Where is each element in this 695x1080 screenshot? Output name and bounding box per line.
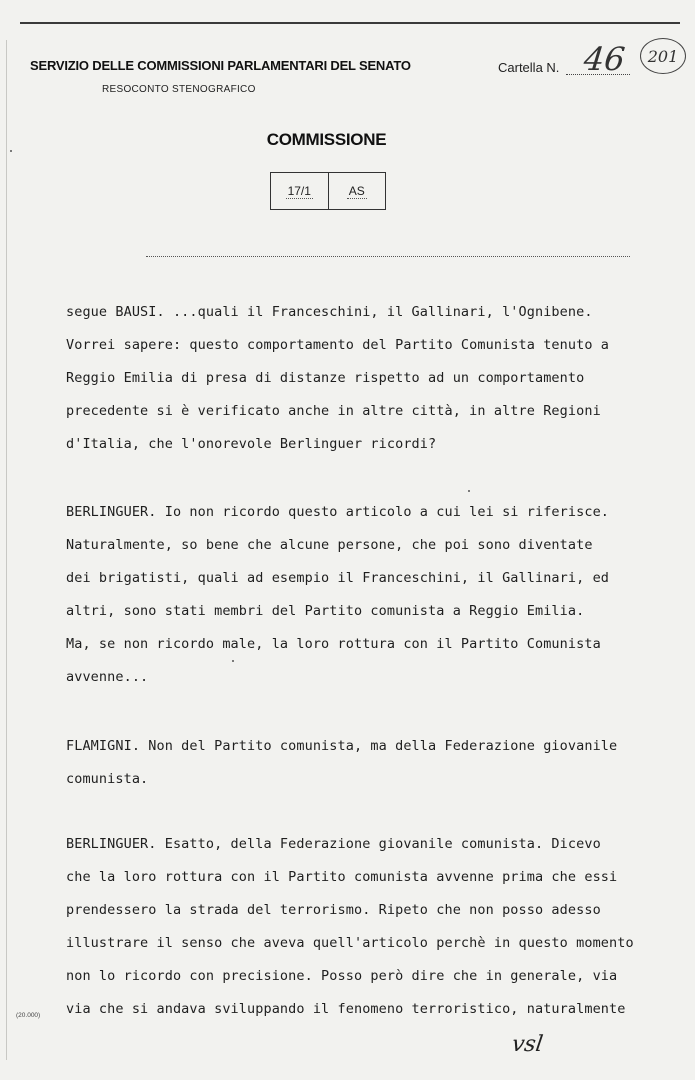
text-line: avvenne... [66, 669, 149, 685]
text-line: altri, sono stati membri del Partito comunista a Reggio Emilia. [66, 603, 585, 619]
text-line: Vorrei sapere: questo comportamento del Partito Comunista tenuto a [66, 337, 610, 353]
text-line: via che si andava sviluppando il fenomeno terroristico, naturalmente [66, 1001, 626, 1017]
cartella-number: 46 [582, 40, 627, 78]
text-line: non lo ricordo con precisione. Posso però dire che in generale, via [66, 968, 618, 984]
text-line: BERLINGUER. Esatto, della Federazione giovanile comunista. Dicevo [66, 836, 601, 852]
paragraph-berlinguer-1 [66, 496, 646, 694]
text-line: d'Italia, che l'onorevole Berlinguer ricordi? [66, 436, 437, 452]
text-line: Naturalmente, so bene che alcune persone, che poi sono diventate [66, 537, 593, 553]
paragraph-berlinguer-2 [66, 828, 646, 1026]
page-number-stamp: 201 [640, 38, 686, 74]
dotted-separator [146, 256, 630, 257]
paragraph-flamigni [66, 730, 646, 796]
text-line: illustrare il senso che aveva quell'articolo perchè in questo momento [66, 935, 634, 951]
paper-speck [10, 150, 12, 152]
text-line: Reggio Emilia di presa di distanze rispetto ad un comportamento [66, 370, 585, 386]
resoconto-subheading: RESOCONTO STENOGRAFICO [102, 84, 256, 95]
margin-print-code: (20.000) [16, 1012, 41, 1019]
text-line: che la loro rottura con il Partito comunista avvenne prima che essi [66, 869, 618, 885]
session-code-left [271, 173, 328, 209]
text-line: BERLINGUER. Io non ricordo questo articolo a cui lei si riferisce. [66, 504, 610, 520]
top-rule [20, 22, 680, 24]
commission-title: COMMISSIONE [266, 130, 387, 149]
text-line: segue BAUSI. ...quali il Franceschini, il Gallinari, l'Ognibene. [66, 304, 593, 320]
text-line: prendessero la strada del terrorismo. Ripeto che non posso adesso [66, 902, 601, 918]
session-code-right-text: AS [348, 183, 365, 198]
text-line: FLAMIGNI. Non del Partito comunista, ma della Federazione giovanile [66, 738, 618, 754]
session-code-left-text: 17/1 [287, 183, 311, 198]
service-heading: SERVIZIO DELLE COMMISSIONI PARLAMENTARI DEL SENATO [30, 58, 411, 73]
session-code-box [270, 172, 386, 210]
text-line: comunista. [66, 771, 149, 787]
paper-speck [468, 490, 470, 492]
text-line: precedente si è verificato anche in altre città, in altre Regioni [66, 403, 601, 419]
handwritten-initials: vsl [510, 1032, 545, 1057]
text-line: Ma, se non ricordo male, la loro rottura con il Partito Comunista [66, 636, 601, 652]
text-line: dei brigatisti, quali ad esempio il Franceschini, il Gallinari, ed [66, 570, 610, 586]
paragraph-bausi [66, 296, 646, 461]
paper-speck [232, 660, 234, 662]
session-code-right [328, 173, 386, 209]
cartella-label: Cartella N. [498, 60, 560, 75]
left-edge-line [6, 40, 7, 1060]
